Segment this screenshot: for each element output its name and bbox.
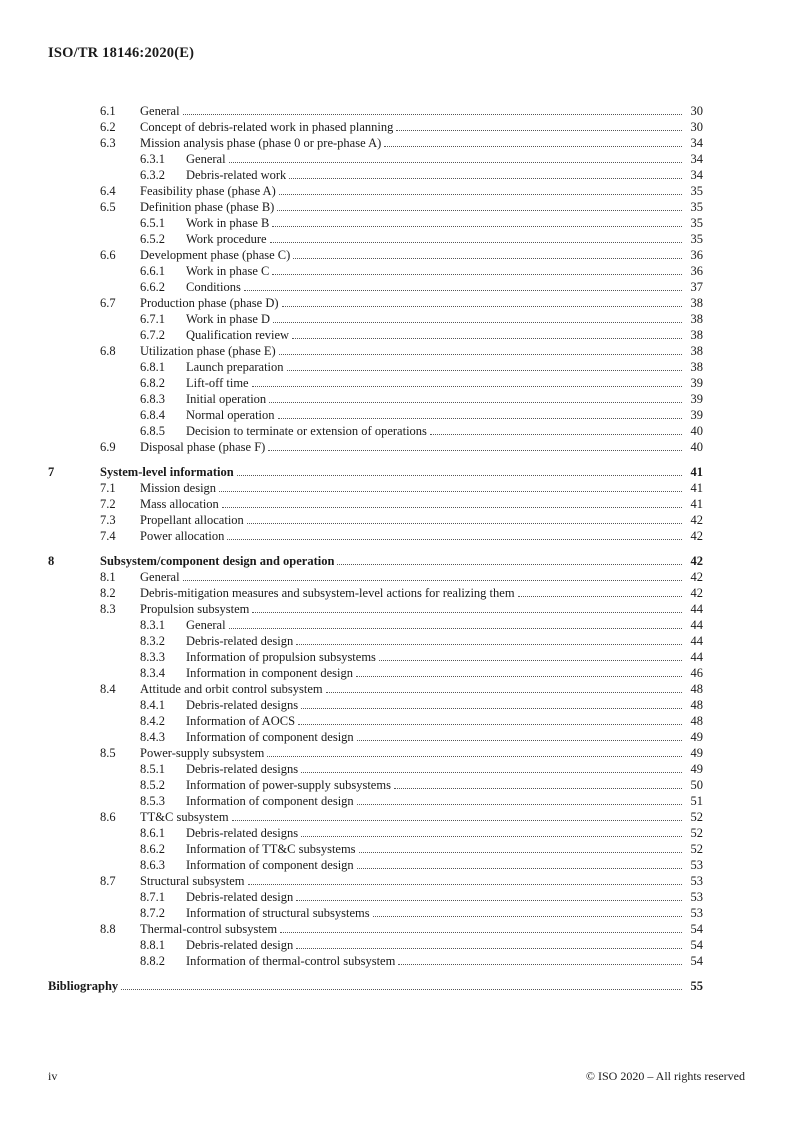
toc-entry-number: 6.7.2 [140, 328, 165, 342]
toc-entry-page: 34 [690, 168, 703, 182]
toc-entry-page: 46 [690, 666, 703, 680]
toc-entry-number: 7.1 [100, 481, 116, 495]
toc-entry-page: 38 [690, 344, 703, 358]
toc-entry-page: 54 [690, 922, 703, 936]
toc-entry-title: Debris-related design [186, 890, 294, 904]
folio-page-number: iv [48, 1069, 58, 1083]
toc-leader-dots [270, 241, 682, 243]
toc-entry-number: 6.3.2 [140, 168, 165, 182]
toc-leader-dots [293, 257, 682, 259]
toc-entry-title: General [186, 152, 226, 166]
toc-entry-title: Feasibility phase (phase A) [140, 184, 276, 198]
toc-entry-number: 8.6.3 [140, 858, 165, 872]
toc-entry[interactable] [48, 496, 703, 512]
toc-entry-page: 30 [690, 120, 703, 134]
toc-leader-dots [229, 161, 682, 163]
toc-entry-page: 48 [690, 714, 703, 728]
toc-entry[interactable] [48, 279, 703, 295]
toc-entry-page: 52 [690, 810, 703, 824]
toc-leader-dots [301, 707, 682, 709]
toc-entry-number: 8.4 [100, 682, 116, 696]
toc-leader-dots [301, 835, 682, 837]
toc-entry-title: Information of component design [186, 730, 354, 744]
toc-leader-dots [227, 538, 682, 540]
toc-entry-title: Work in phase D [186, 312, 271, 326]
toc-leader-dots [518, 595, 682, 597]
toc-entry[interactable] [48, 311, 703, 327]
toc-entry-title: Power allocation [140, 529, 225, 543]
toc-entry-title: Mission analysis phase (phase 0 or pre-phase A) [140, 136, 382, 150]
toc-entry-page: 42 [690, 586, 703, 600]
toc-leader-dots [277, 209, 682, 211]
toc-entry-number: 8.6 [100, 810, 116, 824]
toc-entry-page: 49 [690, 730, 703, 744]
toc-entry[interactable] [48, 873, 703, 889]
toc-entry-title: Information in component design [186, 666, 353, 680]
toc-entry-title: Mission design [140, 481, 217, 495]
toc-leader-dots [296, 947, 682, 949]
toc-entry-number: 8.2 [100, 586, 116, 600]
toc-entry-title: Information of power-supply subsystems [186, 778, 391, 792]
toc-leader-dots [359, 851, 682, 853]
toc-entry[interactable] [48, 135, 703, 151]
toc-entry-page: 41 [690, 465, 703, 479]
toc-leader-dots [229, 627, 682, 629]
toc-entry-title: Debris-related work [186, 168, 287, 182]
toc-entry-title: Debris-related design [186, 938, 294, 952]
toc-leader-dots [273, 321, 682, 323]
toc-entry-page: 49 [690, 762, 703, 776]
toc-entry-number: 8.8.1 [140, 938, 165, 952]
toc-entry-page: 53 [690, 858, 703, 872]
toc-entry-number: 8.3.2 [140, 634, 165, 648]
toc-entry-number: 8 [48, 554, 55, 568]
toc-leader-dots [357, 803, 682, 805]
toc-entry-title: General [186, 618, 226, 632]
toc-entry[interactable] [48, 649, 703, 665]
toc-entry-title: Initial operation [186, 392, 267, 406]
toc-entry-number: 8.4.1 [140, 698, 165, 712]
toc-entry-number: 8.7 [100, 874, 116, 888]
toc-entry-title: TT&C subsystem [140, 810, 229, 824]
toc-entry-number: 8.8.2 [140, 954, 165, 968]
toc-entry-number: 6.8 [100, 344, 116, 358]
toc-leader-dots [279, 353, 682, 355]
toc-entry-title: Information of propulsion subsystems [186, 650, 376, 664]
toc-entry-number: 6.3 [100, 136, 116, 150]
toc-entry-page: 53 [690, 890, 703, 904]
toc-entry[interactable] [48, 665, 703, 681]
toc-entry-page: 48 [690, 682, 703, 696]
toc-leader-dots [379, 659, 682, 661]
toc-entry[interactable] [48, 215, 703, 231]
toc-entry[interactable] [48, 359, 703, 375]
toc-leader-dots [287, 369, 682, 371]
toc-entry[interactable] [48, 585, 703, 601]
toc-leader-dots [296, 899, 682, 901]
toc-entry-page: 35 [690, 232, 703, 246]
toc-entry-page: 38 [690, 328, 703, 342]
toc-entry-number: 6.6.2 [140, 280, 165, 294]
toc-entry-number: 7.2 [100, 497, 116, 511]
toc-entry-number: 6.5 [100, 200, 116, 214]
toc-entry-page: 36 [690, 264, 703, 278]
toc-entry[interactable] [48, 407, 703, 423]
toc-entry-number: 6.9 [100, 440, 116, 454]
toc-entry[interactable] [48, 199, 703, 215]
toc-entry-number: 6.3.1 [140, 152, 165, 166]
toc-leader-dots [394, 787, 682, 789]
toc-entry-number: 8.5.1 [140, 762, 165, 776]
toc-entry-page: 44 [690, 602, 703, 616]
toc-entry-page: 42 [690, 554, 703, 568]
toc-leader-dots [292, 337, 682, 339]
toc-leader-dots [121, 988, 682, 990]
toc-entry-number: 6.1 [100, 104, 116, 118]
toc-entry-page: 54 [690, 938, 703, 952]
toc-leader-dots [357, 739, 682, 741]
toc-entry-number: 8.5.3 [140, 794, 165, 808]
toc-entry-number: 8.6.1 [140, 826, 165, 840]
toc-leader-dots [269, 401, 682, 403]
toc-entry-number: 8.5.2 [140, 778, 165, 792]
toc-entry-number: 8.3.1 [140, 618, 165, 632]
toc-entry-title: Power-supply subsystem [140, 746, 265, 760]
toc-entry-number: 7.4 [100, 529, 116, 543]
toc-entry-title: Information of structural subsystems [186, 906, 370, 920]
toc-entry-title: Debris-mitigation measures and subsystem-level actions for realizing them [140, 586, 515, 600]
toc-entry-page: 42 [690, 513, 703, 527]
toc-entry[interactable] [48, 697, 703, 713]
toc-entry-title: Launch preparation [186, 360, 284, 374]
toc-entry-title: Production phase (phase D) [140, 296, 279, 310]
toc-entry-number: 6.7 [100, 296, 116, 310]
toc-entry[interactable] [48, 793, 703, 809]
toc-entry-number: 8.3.3 [140, 650, 165, 664]
toc-leader-dots [248, 883, 682, 885]
toc-entry-page: 34 [690, 136, 703, 150]
toc-entry-title: Structural subsystem [140, 874, 245, 888]
toc-leader-dots [326, 691, 682, 693]
toc-entry-title: Information of AOCS [186, 714, 296, 728]
toc-entry-page: 38 [690, 360, 703, 374]
toc-entry-title: Information of thermal-control subsystem [186, 954, 396, 968]
toc-entry-number: 6.8.5 [140, 424, 165, 438]
toc-entry-page: 38 [690, 296, 703, 310]
toc-entry-title: Debris-related designs [186, 826, 299, 840]
toc [48, 103, 703, 994]
toc-entry-title: Definition phase (phase B) [140, 200, 275, 214]
toc-leader-dots [398, 963, 682, 965]
toc-entry-title: Work in phase B [186, 216, 270, 230]
toc-entry-title: Propellant allocation [140, 513, 244, 527]
toc-entry-number: 8.3 [100, 602, 116, 616]
toc-leader-dots [280, 931, 682, 933]
toc-entry-number: 8.6.2 [140, 842, 165, 856]
toc-entry-page: 50 [690, 778, 703, 792]
toc-entry[interactable] [48, 480, 703, 496]
toc-entry-page: 49 [690, 746, 703, 760]
toc-leader-dots [272, 273, 682, 275]
toc-entry-page: 51 [690, 794, 703, 808]
toc-entry[interactable] [48, 375, 703, 391]
toc-leader-dots [267, 755, 682, 757]
toc-leader-dots [279, 193, 682, 195]
toc-entry[interactable] [48, 439, 703, 455]
toc-entry-number: 8.4.3 [140, 730, 165, 744]
toc-entry[interactable] [48, 247, 703, 263]
toc-entry-page: 48 [690, 698, 703, 712]
toc-entry-title: Normal operation [186, 408, 275, 422]
toc-entry-title: Disposal phase (phase F) [140, 440, 266, 454]
toc-leader-dots [373, 915, 682, 917]
toc-entry-page: 52 [690, 842, 703, 856]
toc-entry-number: 8.7.1 [140, 890, 165, 904]
toc-entry-page: 52 [690, 826, 703, 840]
toc-entry-number: 6.6 [100, 248, 116, 262]
toc-entry-page: 41 [690, 497, 703, 511]
toc-entry[interactable] [48, 681, 703, 697]
toc-entry-page: 39 [690, 392, 703, 406]
toc-entry-number: 6.8.1 [140, 360, 165, 374]
toc-entry[interactable] [48, 617, 703, 633]
toc-entry[interactable] [48, 809, 703, 825]
toc-entry-page: 38 [690, 312, 703, 326]
toc-leader-dots [278, 417, 682, 419]
toc-leader-dots [244, 289, 682, 291]
toc-entry[interactable] [48, 857, 703, 873]
toc-entry-title: General [140, 104, 180, 118]
toc-entry-title: Work in phase C [186, 264, 270, 278]
toc-entry-title: Qualification review [186, 328, 290, 342]
toc-entry-title: Debris-related designs [186, 762, 299, 776]
toc-leader-dots [337, 563, 682, 565]
toc-entry[interactable] [48, 327, 703, 343]
toc-entry-title: General [140, 570, 180, 584]
toc-entry[interactable] [48, 729, 703, 745]
toc-entry-page: 44 [690, 634, 703, 648]
toc-entry-number: 8.7.2 [140, 906, 165, 920]
toc-entry-page: 42 [690, 570, 703, 584]
toc-entry-number: 8.3.4 [140, 666, 165, 680]
toc-entry-number: 6.8.3 [140, 392, 165, 406]
toc-entry-page: 37 [690, 280, 703, 294]
toc-leader-dots [237, 474, 682, 476]
toc-entry[interactable] [48, 263, 703, 279]
toc-entry[interactable] [48, 119, 703, 135]
toc-entry-number: 8.4.2 [140, 714, 165, 728]
toc-entry-page: 40 [690, 424, 703, 438]
toc-entry[interactable] [48, 512, 703, 528]
toc-entry-title: Mass allocation [140, 497, 219, 511]
toc-entry[interactable] [48, 295, 703, 311]
toc-entry-page: 40 [690, 440, 703, 454]
toc-entry-page: 54 [690, 954, 703, 968]
toc-entry-page: 36 [690, 248, 703, 262]
toc-leader-dots [356, 675, 682, 677]
toc-entry-title: Debris-related designs [186, 698, 299, 712]
toc-entry-number: 8.8 [100, 922, 116, 936]
toc-entry-title: Information of component design [186, 794, 354, 808]
toc-entry[interactable] [48, 103, 703, 119]
toc-entry[interactable] [48, 601, 703, 617]
toc-entry-title: System-level information [100, 465, 234, 479]
toc-entry-page: 53 [690, 874, 703, 888]
toc-entry[interactable] [48, 889, 703, 905]
toc-entry[interactable] [48, 825, 703, 841]
toc-entry-page: 53 [690, 906, 703, 920]
toc-leader-dots [232, 819, 682, 821]
toc-entry[interactable] [48, 183, 703, 199]
toc-entry[interactable] [48, 633, 703, 649]
toc-leader-dots [396, 129, 682, 131]
toc-entry-title: Lift-off time [186, 376, 249, 390]
toc-entry-number: 6.8.4 [140, 408, 165, 422]
toc-leader-dots [289, 177, 682, 179]
toc-leader-dots [252, 385, 682, 387]
toc-entry-title: Attitude and orbit control subsystem [140, 682, 323, 696]
toc-entry[interactable] [48, 391, 703, 407]
toc-leader-dots [357, 867, 682, 869]
toc-entry[interactable] [48, 343, 703, 359]
toc-entry-title: Utilization phase (phase E) [140, 344, 276, 358]
toc-entry[interactable] [48, 761, 703, 777]
toc-entry-title: Bibliography [48, 979, 119, 993]
toc-entry-number: 6.5.1 [140, 216, 165, 230]
toc-leader-dots [222, 506, 682, 508]
toc-entry[interactable] [48, 423, 703, 439]
toc-entry-number: 6.4 [100, 184, 116, 198]
toc-entry-page: 39 [690, 408, 703, 422]
toc-entry-title: Information of TT&C subsystems [186, 842, 356, 856]
toc-leader-dots [183, 113, 682, 115]
toc-entry-number: 8.1 [100, 570, 116, 584]
toc-entry[interactable] [48, 777, 703, 793]
toc-entry[interactable] [48, 167, 703, 183]
toc-entry[interactable] [48, 841, 703, 857]
toc-entry-title: Conditions [186, 280, 241, 294]
toc-leader-dots [298, 723, 682, 725]
toc-entry-number: 6.5.2 [140, 232, 165, 246]
toc-entry[interactable] [48, 937, 703, 953]
toc-entry[interactable] [48, 151, 703, 167]
copyright-notice: © ISO 2020 – All rights reserved [585, 1069, 745, 1083]
toc-entry-number: 7.3 [100, 513, 116, 527]
toc-entry-number: 8.5 [100, 746, 116, 760]
running-header: ISO/TR 18146:2020(E) [48, 45, 195, 61]
toc-entry-page: 35 [690, 200, 703, 214]
toc-entry[interactable] [48, 713, 703, 729]
toc-entry[interactable] [48, 231, 703, 247]
toc-leader-dots [219, 490, 682, 492]
toc-entry-page: 55 [690, 979, 703, 993]
toc-entry-number: 7 [48, 465, 55, 479]
toc-entry-page: 35 [690, 184, 703, 198]
toc-entry-page: 34 [690, 152, 703, 166]
toc-entry-title: Decision to terminate or extension of operations [186, 424, 427, 438]
toc-leader-dots [268, 449, 682, 451]
toc-entry-title: Work procedure [186, 232, 267, 246]
toc-entry-page: 41 [690, 481, 703, 495]
toc-leader-dots [252, 611, 682, 613]
toc-entry[interactable] [48, 905, 703, 921]
toc-leader-dots [282, 305, 682, 307]
toc-leader-dots [296, 643, 682, 645]
toc-leader-dots [183, 579, 682, 581]
toc-leader-dots [272, 225, 682, 227]
toc-entry[interactable] [48, 953, 703, 969]
toc-entry-title: Propulsion subsystem [140, 602, 250, 616]
toc-entry-page: 35 [690, 216, 703, 230]
toc-entry-page: 30 [690, 104, 703, 118]
toc-entry[interactable] [48, 745, 703, 761]
toc-entry-number: 6.2 [100, 120, 116, 134]
toc-entry[interactable] [48, 921, 703, 937]
toc-entry[interactable] [48, 464, 703, 480]
toc-entry-page: 44 [690, 618, 703, 632]
toc-entry[interactable] [48, 528, 703, 544]
toc-entry-number: 6.8.2 [140, 376, 165, 390]
toc-entry-page: 39 [690, 376, 703, 390]
toc-entry-number: 6.6.1 [140, 264, 165, 278]
toc-entry-title: Thermal-control subsystem [140, 922, 278, 936]
page-footer [48, 1069, 745, 1084]
toc-entry-title: Information of component design [186, 858, 354, 872]
toc-leader-dots [430, 433, 682, 435]
toc-leader-dots [247, 522, 682, 524]
toc-entry-title: Debris-related design [186, 634, 294, 648]
toc-leader-dots [301, 771, 682, 773]
toc-entry-number: 6.7.1 [140, 312, 165, 326]
toc-entry-page: 42 [690, 529, 703, 543]
toc-entry[interactable] [48, 569, 703, 585]
toc-entry[interactable] [48, 978, 703, 994]
toc-entry-title: Development phase (phase C) [140, 248, 291, 262]
toc-entry-title: Subsystem/component design and operation [100, 554, 335, 568]
toc-entry-page: 44 [690, 650, 703, 664]
toc-leader-dots [384, 145, 682, 147]
toc-entry-title: Concept of debris-related work in phased planning [140, 120, 394, 134]
toc-entry[interactable] [48, 553, 703, 569]
